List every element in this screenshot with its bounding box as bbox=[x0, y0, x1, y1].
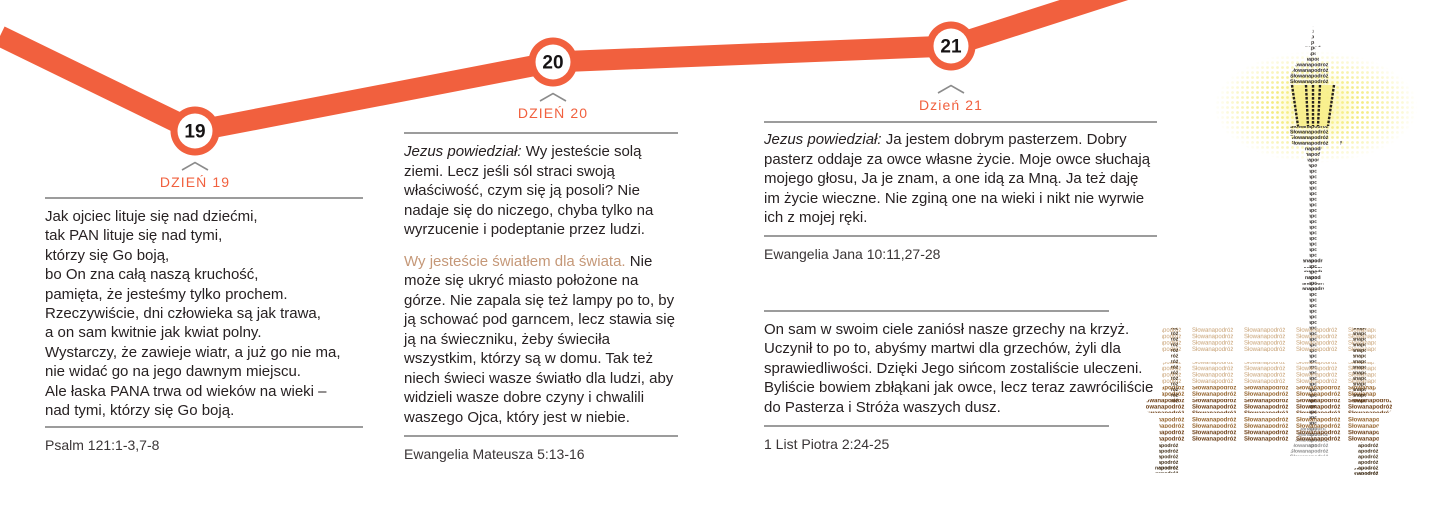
poem-line: pamięta, że jesteśmy tylko prochem. bbox=[45, 285, 288, 303]
column-day-21 bbox=[764, 121, 1157, 453]
bench-back-slat bbox=[1162, 386, 1376, 398]
scripture-reference: 1 List Piotra 2:24-25 bbox=[764, 436, 890, 452]
column-day-20 bbox=[404, 132, 678, 463]
bench-foot bbox=[1155, 466, 1182, 473]
day-21-label: Dzień 21 bbox=[918, 97, 984, 113]
day-19-number: 19 bbox=[184, 121, 206, 143]
day-20-marker bbox=[529, 38, 578, 87]
passage-highlight: Wy jesteście światłem dla świata. bbox=[404, 252, 626, 270]
passage-lead: Jezus powiedział: bbox=[404, 143, 522, 160]
chevron-up-icon bbox=[180, 161, 210, 171]
bench-post bbox=[1171, 328, 1184, 404]
day-21-header bbox=[861, 84, 1041, 112]
day-19-label: DZIEŃ 19 bbox=[159, 174, 231, 190]
divider bbox=[764, 310, 1109, 312]
day-20-label: DZIEŃ 20 bbox=[517, 105, 589, 121]
poem-line: Wystarczy, że zawieje wiatr, a już go nie ma, bbox=[45, 343, 341, 361]
bench-back-slat bbox=[1162, 362, 1376, 385]
day-19-marker bbox=[171, 107, 220, 156]
scripture-reference: Psalm 121:1-3,7-8 bbox=[45, 437, 160, 454]
day-19-header bbox=[105, 161, 285, 189]
poem-line: tak PAN lituje się nad tymi, bbox=[45, 227, 223, 245]
bench-back-slat bbox=[1162, 327, 1376, 353]
passage-paragraph bbox=[404, 252, 678, 428]
passage-text: Nie może się ukryć miasto położone na górze. Nie zapala się też lampy po to, by ją schować pod garncem, lecz stawia się ją na świeczniku, żeby świeciła wszystkim, którzy są w domu. Tak też niech świeci wasze światło dla ludzi, aby widzieli wasze dobre czyny i chwalili waszego Ojca, który jest w niebie. bbox=[404, 252, 675, 426]
bench-seat-slat bbox=[1159, 416, 1379, 428]
divider bbox=[764, 235, 1157, 237]
poem-line: Rzeczywiście, dni człowieka są jak trawa, bbox=[45, 304, 321, 322]
passage-lead: Jezus powiedział: bbox=[764, 131, 882, 148]
divider bbox=[404, 435, 678, 437]
divider bbox=[404, 132, 678, 134]
bench-armrest-rail bbox=[1146, 399, 1392, 413]
bench-seat-slat bbox=[1159, 430, 1379, 442]
poem-line: bo On zna całą naszą kruchość, bbox=[45, 266, 259, 284]
chevron-up-icon bbox=[538, 92, 568, 102]
day-21-marker bbox=[927, 22, 976, 71]
column-day-19 bbox=[45, 197, 363, 454]
passage-text: Wy jesteście solą ziemi. Lecz jeśli sól straci swoją właściwość, czym się ją posoli? Nie nadaje się do niczego, chyba tylko na wyrzucenie i podeptanie przez ludzi. bbox=[404, 143, 654, 238]
psalm-poem bbox=[45, 207, 363, 420]
chevron-up-icon bbox=[936, 84, 966, 94]
scripture-reference: Ewangelia Mateusza 5:13-16 bbox=[404, 446, 585, 462]
divider bbox=[764, 425, 1109, 427]
poem-line: nad tymi, którzy się Go boją. bbox=[45, 401, 235, 419]
bench-foot bbox=[1354, 468, 1381, 475]
day-21-number: 21 bbox=[940, 36, 962, 58]
passage-paragraph: On sam w swoim ciele zaniósł nasze grzechy na krzyż. Uczynił to po to, abyśmy martwi dla grzechów, żyli dla sprawiedliwości. Dzięki Jego sińcom zostaliście uleczeni. Byliście bowiem zbłąkani jak owce, lecz teraz zawróciliście do Pasterza i Stróża waszych dusz. bbox=[764, 320, 1154, 416]
poem-line: a on sam kwitnie jak kwiat polny. bbox=[45, 324, 262, 342]
day-20-number: 20 bbox=[542, 52, 564, 74]
park-bench bbox=[1146, 327, 1392, 475]
divider bbox=[764, 121, 1157, 123]
poem-line: Jak ojciec lituje się nad dziećmi, bbox=[45, 208, 258, 225]
poem-line: którzy się Go boją, bbox=[45, 246, 170, 264]
scripture-reference: Ewangelia Jana 10:11,27-28 bbox=[764, 245, 941, 262]
poem-line: nie widać go na jego dawnym miejscu. bbox=[45, 363, 301, 381]
passage-text: Ja jestem dobrym pasterzem. Dobry pasterz oddaje za owce własne życie. Moje owce słuchają mojego głosu, Ja je znam, a one idą za Mną. Ja też daję im życie wieczne. Nie zginą one na wieki i nikt nie wyrwie ich z mojej ręki. bbox=[764, 131, 1151, 226]
poem-line: Ale łaska PANA trwa od wieków na wieki – bbox=[45, 382, 327, 400]
day-20-header bbox=[463, 92, 643, 120]
lamp-bench-artwork bbox=[1140, 0, 1445, 513]
bench-post bbox=[1353, 328, 1366, 404]
divider bbox=[45, 426, 363, 428]
divider bbox=[45, 197, 363, 199]
passage-paragraph bbox=[404, 142, 678, 240]
passage-paragraph bbox=[764, 130, 1157, 228]
